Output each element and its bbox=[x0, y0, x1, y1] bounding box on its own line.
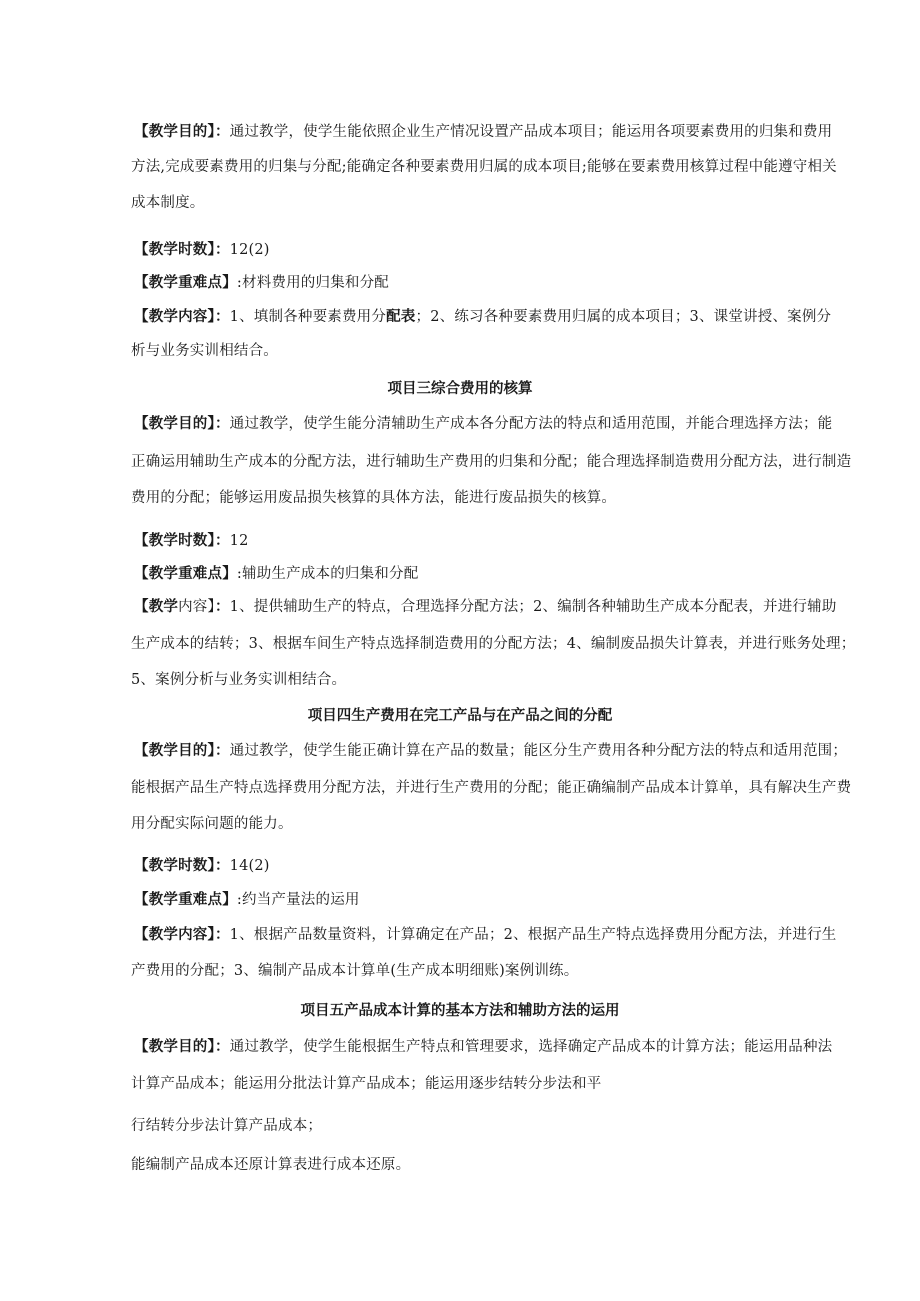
s4-key: 【教学重难点】:约当产量法的运用 bbox=[134, 892, 360, 908]
hours-label: 【教学时数】 bbox=[134, 242, 215, 258]
content-label: 【教学内容】 bbox=[134, 927, 215, 943]
content-label: 【教学内容】 bbox=[134, 309, 215, 325]
section-4-title: 项目四生产费用在完工产品与在产品之间的分配 bbox=[307, 708, 613, 724]
s2-content-line-1: 【教学内容】：1、填制各种要素费用分配表；2、练习各种要素费用归属的成本项目；3、课堂讲授、案例分 bbox=[134, 309, 832, 325]
s3-goal-line-3: 费用的分配；能够运用废品损失核算的具体方法，能进行废品损失的核算。 bbox=[131, 490, 617, 506]
goal-label: 【教学目的】 bbox=[134, 124, 215, 140]
goal-label: 【教学目的】 bbox=[134, 416, 215, 432]
s5-goal-line-1: 【教学目的】：通过教学，使学生能根据生产特点和管理要求，选择确定产品成本的计算方法；能运用品种法 bbox=[134, 1039, 833, 1055]
s2-key: 【教学重难点】:材料费用的归集和分配 bbox=[134, 275, 389, 291]
key-label: 【教学重难点】 bbox=[134, 566, 237, 582]
s3-content-line-1: 【教学内容】：1、提供辅助生产的特点，合理选择分配方法；2、编制各种辅助生产成本分配表，并进行辅助 bbox=[134, 599, 837, 615]
s3-content-line-2: 生产成本的结转；3、根据车间生产特点选择制造费用的分配方法；4、编制废品损失计算表，并进行账务处理； bbox=[131, 636, 856, 652]
s2-content-line-2: 析与业务实训相结合。 bbox=[131, 343, 278, 359]
s3-key: 【教学重难点】:辅助生产成本的归集和分配 bbox=[134, 566, 419, 582]
key-label: 【教学重难点】 bbox=[134, 275, 237, 291]
s4-content-line-2: 产费用的分配；3、编制产品成本计算单(生产成本明细账)案例训练。 bbox=[131, 963, 579, 979]
s3-goal-line-1: 【教学目的】：通过教学，使学生能分清辅助生产成本各分配方法的特点和适用范围，并能合理选择方法；能 bbox=[134, 416, 833, 432]
content-label: 【教学 bbox=[134, 599, 179, 615]
s4-hours: 【教学时数】：14(2) bbox=[134, 858, 270, 874]
s3-content-line-3: 5、案例分析与业务实训相结合。 bbox=[131, 672, 347, 688]
hours-label: 【教学时数】 bbox=[134, 858, 215, 874]
hours-label: 【教学时数】 bbox=[134, 533, 215, 549]
s2-hours: 【教学时数】：12(2) bbox=[134, 242, 270, 258]
s4-content-line-1: 【教学内容】：1、根据产品数量资料，计算确定在产品；2、根据产品生产特点选择费用分配方法，并进行生 bbox=[134, 927, 837, 943]
s5-extra-line-2: 能编制产品成本还原计算表进行成本还原。 bbox=[131, 1157, 411, 1173]
s4-goal-line-3: 用分配实际问题的能力。 bbox=[131, 816, 293, 832]
section-5-title: 项目五产品成本计算的基本方法和辅助方法的运用 bbox=[300, 1003, 620, 1019]
goal-label: 【教学目的】 bbox=[134, 743, 215, 759]
goal-label: 【教学目的】 bbox=[134, 1039, 215, 1055]
s3-hours: 【教学时数】：12 bbox=[134, 533, 249, 549]
s4-goal-line-2: 能根据产品生产特点选择费用分配方法，并进行生产费用的分配；能正确编制产品成本计算单，具有解决生产费 bbox=[131, 780, 852, 796]
s2-goal-line-2: 方法,完成要素费用的归集与分配;能确定各种要素费用归属的成本项目;能够在要素费用核算过程中能遵守相关 bbox=[131, 159, 837, 175]
s4-goal-line-1: 【教学目的】：通过教学，使学生能正确计算在产品的数量；能区分生产费用各种分配方法的特点和适用范围； bbox=[134, 743, 848, 759]
s5-extra-line-1: 行结转分步法计算产品成本； bbox=[131, 1118, 323, 1134]
section-3-title: 项目三综合费用的核算 bbox=[387, 381, 533, 397]
s5-goal-line-2: 计算产品成本；能运用分批法计算产品成本；能运用逐步结转分步法和平 bbox=[131, 1076, 602, 1092]
key-label: 【教学重难点】 bbox=[134, 892, 237, 908]
s2-goal-line-1: 【教学目的】：通过教学，使学生能依照企业生产情况设置产品成本项目；能运用各项要素费用的归集和费用 bbox=[134, 124, 833, 140]
s3-goal-line-2: 正确运用辅助生产成本的分配方法，进行辅助生产费用的归集和分配；能合理选择制造费用分配方法，进行制造 bbox=[131, 454, 852, 470]
s2-goal-line-3: 成本制度。 bbox=[131, 195, 205, 211]
